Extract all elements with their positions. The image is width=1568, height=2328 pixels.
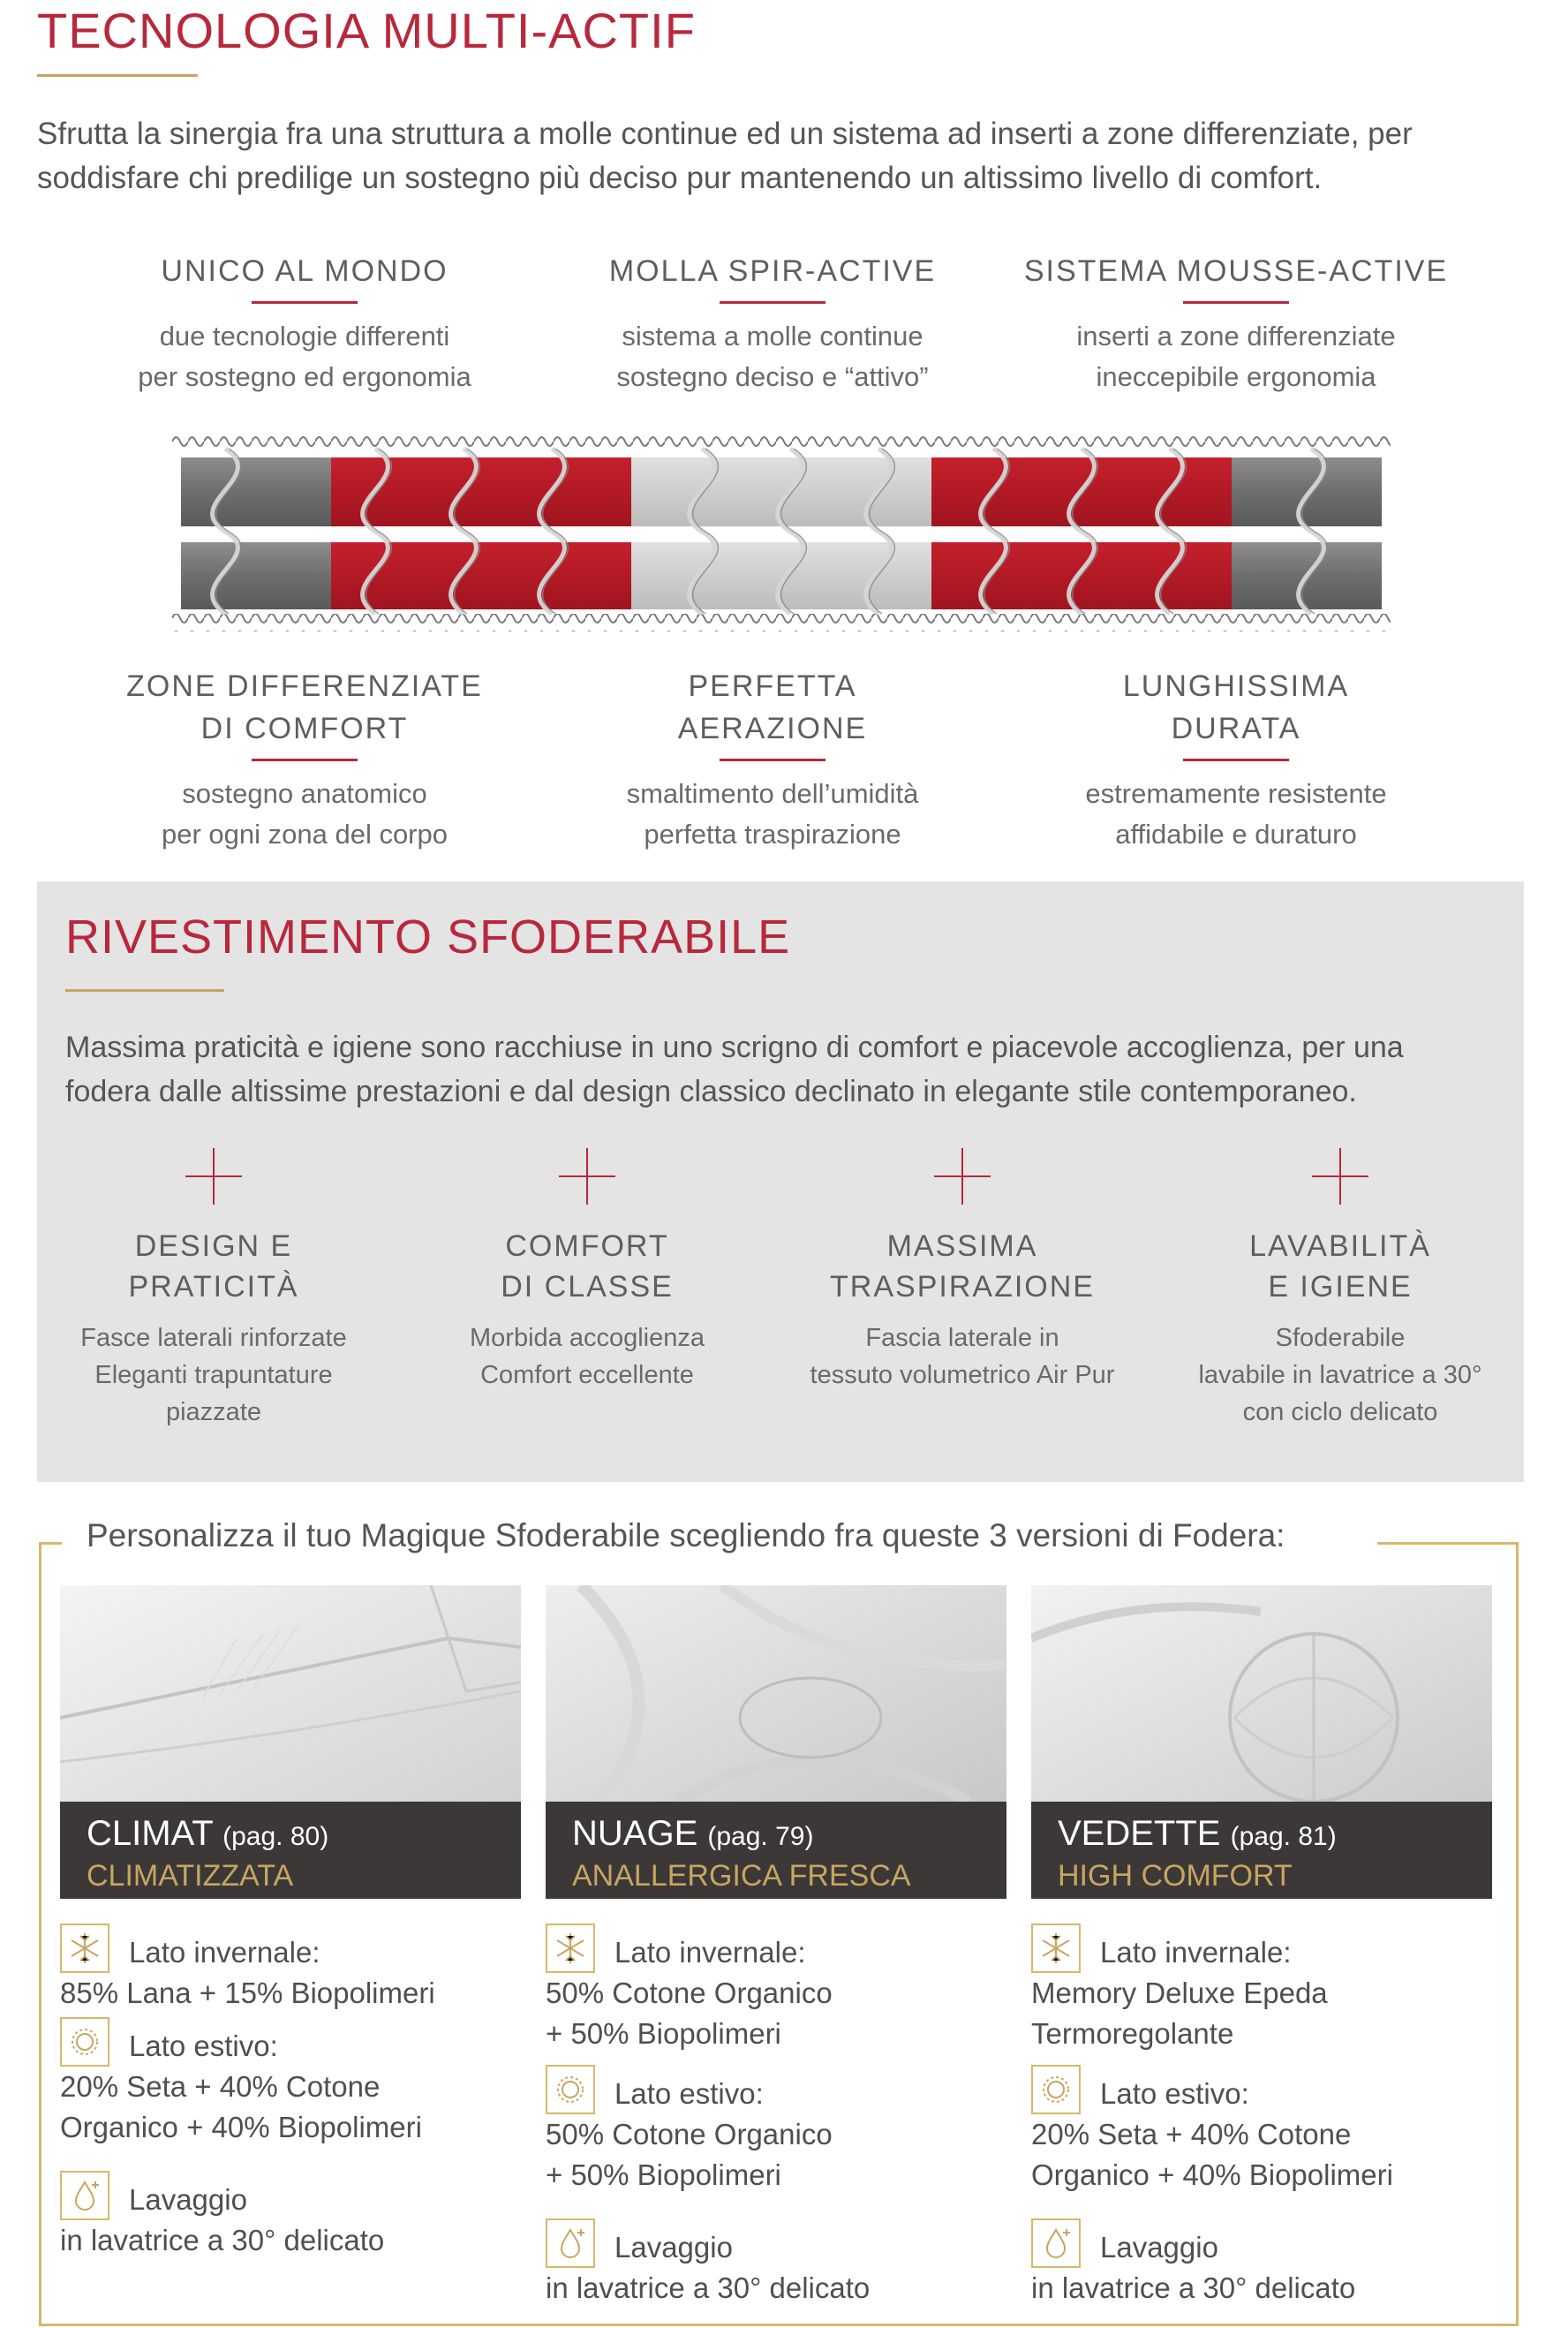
mattress-cross-section-illustration	[172, 433, 1391, 631]
fodera-page: (pag. 80)	[222, 1822, 329, 1851]
fodera-label	[60, 1802, 521, 1899]
spec-text: Memory Deluxe Epeda	[1031, 1977, 1328, 2009]
fodera-label	[1031, 1802, 1492, 1899]
feature-desc: sostegno anatomico	[182, 778, 427, 809]
benefit-desc: Fasce laterali rinforzate	[80, 1324, 347, 1352]
water-drop-icon	[60, 2171, 109, 2220]
spec-label: Lato invernale:	[614, 1936, 806, 1969]
rivestimento-title: RIVESTIMENTO SFODERABILE	[65, 911, 791, 964]
benefit-title: DI CLASSE	[501, 1270, 674, 1304]
spec-text: Termoregolante	[1031, 2017, 1234, 2050]
spec-label: Lato invernale:	[1100, 1936, 1292, 1969]
feature-aerazione	[552, 665, 993, 855]
fodera-subtitle: CLIMATIZZATA	[87, 1859, 294, 1893]
benefit-title: DESIGN E	[134, 1229, 293, 1263]
feature-rule	[1183, 759, 1289, 761]
fodera-label	[546, 1802, 1006, 1899]
fabric-photo-climat	[60, 1585, 521, 1802]
snowflake-icon	[60, 1924, 109, 1973]
spec-label: Lavaggio	[129, 2183, 247, 2216]
benefit-title: MASSIMA	[886, 1229, 1038, 1263]
feature-rule	[720, 759, 825, 761]
fabric-photo-nuage	[546, 1585, 1006, 1802]
spec-text: in lavatrice a 30° delicato	[546, 2271, 871, 2304]
spec-summer	[546, 2065, 1006, 2196]
spec-text: Organico + 40% Biopolimeri	[60, 2111, 422, 2143]
spec-winter	[60, 1924, 521, 2014]
intro-line: Massima praticità e igiene sono racchiuse in uno scrigno di comfort e piacevole accoglienza, per una	[65, 1031, 1404, 1064]
feature-desc: sistema a molle continue	[622, 321, 923, 351]
spec-text: in lavatrice a 30° delicato	[1031, 2271, 1356, 2304]
feature-rule	[720, 301, 825, 304]
feature-durata	[1006, 665, 1466, 855]
feature-desc: due tecnologie differenti	[159, 321, 450, 351]
spec-wash	[60, 2171, 521, 2261]
fodera-card-climat	[60, 1585, 521, 2261]
benefit-desc: piazzate	[165, 1398, 261, 1426]
benefit-title: PRATICITÀ	[128, 1270, 299, 1304]
feature-rule	[252, 759, 358, 761]
benefit-traspirazione	[786, 1148, 1139, 1394]
spec-label: Lato estivo:	[129, 2029, 278, 2062]
fodera-card-vedette	[1031, 1585, 1492, 2309]
plus-icon	[1312, 1148, 1368, 1205]
fodera-name: VEDETTE	[1058, 1814, 1221, 1853]
fodera-subtitle: HIGH COMFORT	[1058, 1859, 1293, 1893]
benefit-desc: con ciclo delicato	[1242, 1398, 1438, 1426]
title-underline	[37, 74, 198, 77]
feature-desc: affidabile e duraturo	[1115, 819, 1357, 850]
feature-rule	[1183, 301, 1289, 304]
fabric-photo-vedette	[1031, 1585, 1492, 1802]
feature-desc: sostegno deciso e “attivo”	[616, 361, 929, 392]
benefit-title: LAVABILITÀ	[1249, 1229, 1431, 1263]
spec-winter	[1031, 1924, 1492, 2054]
tech-intro	[37, 112, 1538, 200]
spec-text: 85% Lana + 15% Biopolimeri	[60, 1977, 435, 2009]
fodera-page: (pag. 81)	[1230, 1822, 1337, 1851]
spec-text: + 50% Biopolimeri	[546, 2158, 781, 2191]
feature-molla	[552, 250, 993, 397]
feature-desc: perfetta traspirazione	[644, 819, 901, 850]
benefit-desc: tessuto volumetrico Air Pur	[810, 1361, 1115, 1389]
spec-text: Organico + 40% Biopolimeri	[1031, 2158, 1393, 2191]
water-drop-icon	[1031, 2218, 1081, 2268]
spec-text: 50% Cotone Organico	[546, 2118, 833, 2150]
plus-icon	[185, 1148, 242, 1205]
water-drop-icon	[546, 2218, 595, 2268]
frame-top-right	[1377, 1542, 1516, 1545]
spec-text: 50% Cotone Organico	[546, 1977, 833, 2009]
spec-wash	[546, 2218, 1006, 2309]
intro-line: fodera dalle altissime prestazioni e dal design classico declinato in elegante stile contemporaneo.	[65, 1075, 1357, 1108]
fodera-page: (pag. 79)	[707, 1822, 814, 1851]
feature-zone	[84, 665, 525, 855]
feature-desc: estremamente resistente	[1085, 778, 1387, 809]
benefit-desc: Comfort eccellente	[480, 1361, 694, 1389]
feature-desc: per sostegno ed ergonomia	[138, 361, 471, 392]
fodera-name: CLIMAT	[87, 1814, 213, 1853]
feature-title: LUNGHISSIMA	[1122, 669, 1350, 703]
feature-desc: per ogni zona del corpo	[161, 819, 448, 850]
feature-title: SISTEMA MOUSSE-ACTIVE	[1023, 254, 1449, 288]
fodera-card-nuage	[546, 1585, 1006, 2309]
spec-label: Lato estivo:	[614, 2077, 764, 2110]
feature-title: DURATA	[1171, 712, 1301, 745]
fodera-name: NUAGE	[572, 1814, 698, 1853]
intro-line: Sfrutta la sinergia fra una struttura a molle continue ed un sistema ad inserti a zone differenziate, per	[37, 117, 1413, 151]
benefit-comfort	[411, 1148, 764, 1394]
snowflake-icon	[1031, 1924, 1081, 1973]
spec-text: 20% Seta + 40% Cotone	[1031, 2118, 1352, 2150]
spec-summer	[1031, 2065, 1492, 2196]
spec-label: Lavaggio	[614, 2231, 733, 2264]
benefit-lavabilita	[1164, 1148, 1517, 1431]
benefit-title: TRASPIRAZIONE	[830, 1270, 1095, 1304]
snowflake-icon	[546, 1924, 595, 1973]
benefit-title: E IGIENE	[1268, 1270, 1413, 1304]
feature-title: MOLLA SPIR-ACTIVE	[608, 254, 937, 288]
benefit-desc: lavabile in lavatrice a 30°	[1198, 1361, 1482, 1389]
benefit-title: COMFORT	[505, 1229, 669, 1263]
sun-icon	[60, 2017, 109, 2067]
spec-label: Lato estivo:	[1100, 2077, 1249, 2110]
frame-top-left	[39, 1542, 62, 1545]
spec-text: + 50% Biopolimeri	[546, 2017, 781, 2050]
feature-title: AERAZIONE	[677, 712, 868, 745]
rivestimento-intro	[65, 1025, 1513, 1114]
feature-unico	[84, 250, 525, 397]
feature-desc: inserti a zone differenziate	[1076, 321, 1396, 351]
sun-icon	[546, 2065, 595, 2114]
spec-label: Lavaggio	[1100, 2231, 1218, 2264]
spec-summer	[60, 2017, 521, 2148]
fodera-heading: Personalizza il tuo Magique Sfoderabile scegliendo fra queste 3 versioni di Fodera:	[87, 1517, 1285, 1553]
feature-desc: smaltimento dell’umidità	[626, 778, 919, 809]
benefit-desc: Eleganti trapuntature	[94, 1361, 333, 1389]
feature-desc: ineccepibile ergonomia	[1096, 361, 1376, 392]
fodera-subtitle: ANALLERGICA FRESCA	[572, 1859, 911, 1893]
benefit-desc: Fascia laterale in	[865, 1324, 1059, 1352]
feature-rule	[252, 301, 358, 304]
intro-line: soddisfare chi predilige un sostegno più deciso pur mantenendo un altissimo livello di comfort.	[37, 161, 1323, 195]
feature-title: DI COMFORT	[200, 712, 409, 745]
feature-mousse	[1006, 250, 1466, 397]
feature-title: UNICO AL MONDO	[161, 254, 449, 288]
spec-text: 20% Seta + 40% Cotone	[60, 2070, 381, 2103]
feature-title: ZONE DIFFERENZIATE	[126, 669, 483, 703]
spec-label: Lato invernale:	[129, 1936, 320, 1969]
tech-title: TECNOLOGIA MULTI-ACTIF	[37, 3, 696, 58]
sun-icon	[1031, 2065, 1081, 2114]
benefit-desc: Sfoderabile	[1275, 1324, 1406, 1352]
benefit-design	[37, 1148, 390, 1431]
benefit-desc: Morbida accoglienza	[470, 1324, 705, 1352]
plus-icon	[559, 1148, 615, 1205]
spec-winter	[546, 1924, 1006, 2054]
plus-icon	[934, 1148, 991, 1205]
title-underline	[65, 989, 224, 992]
spec-wash	[1031, 2218, 1492, 2309]
feature-title: PERFETTA	[688, 669, 857, 703]
spec-text: in lavatrice a 30° delicato	[60, 2224, 385, 2256]
